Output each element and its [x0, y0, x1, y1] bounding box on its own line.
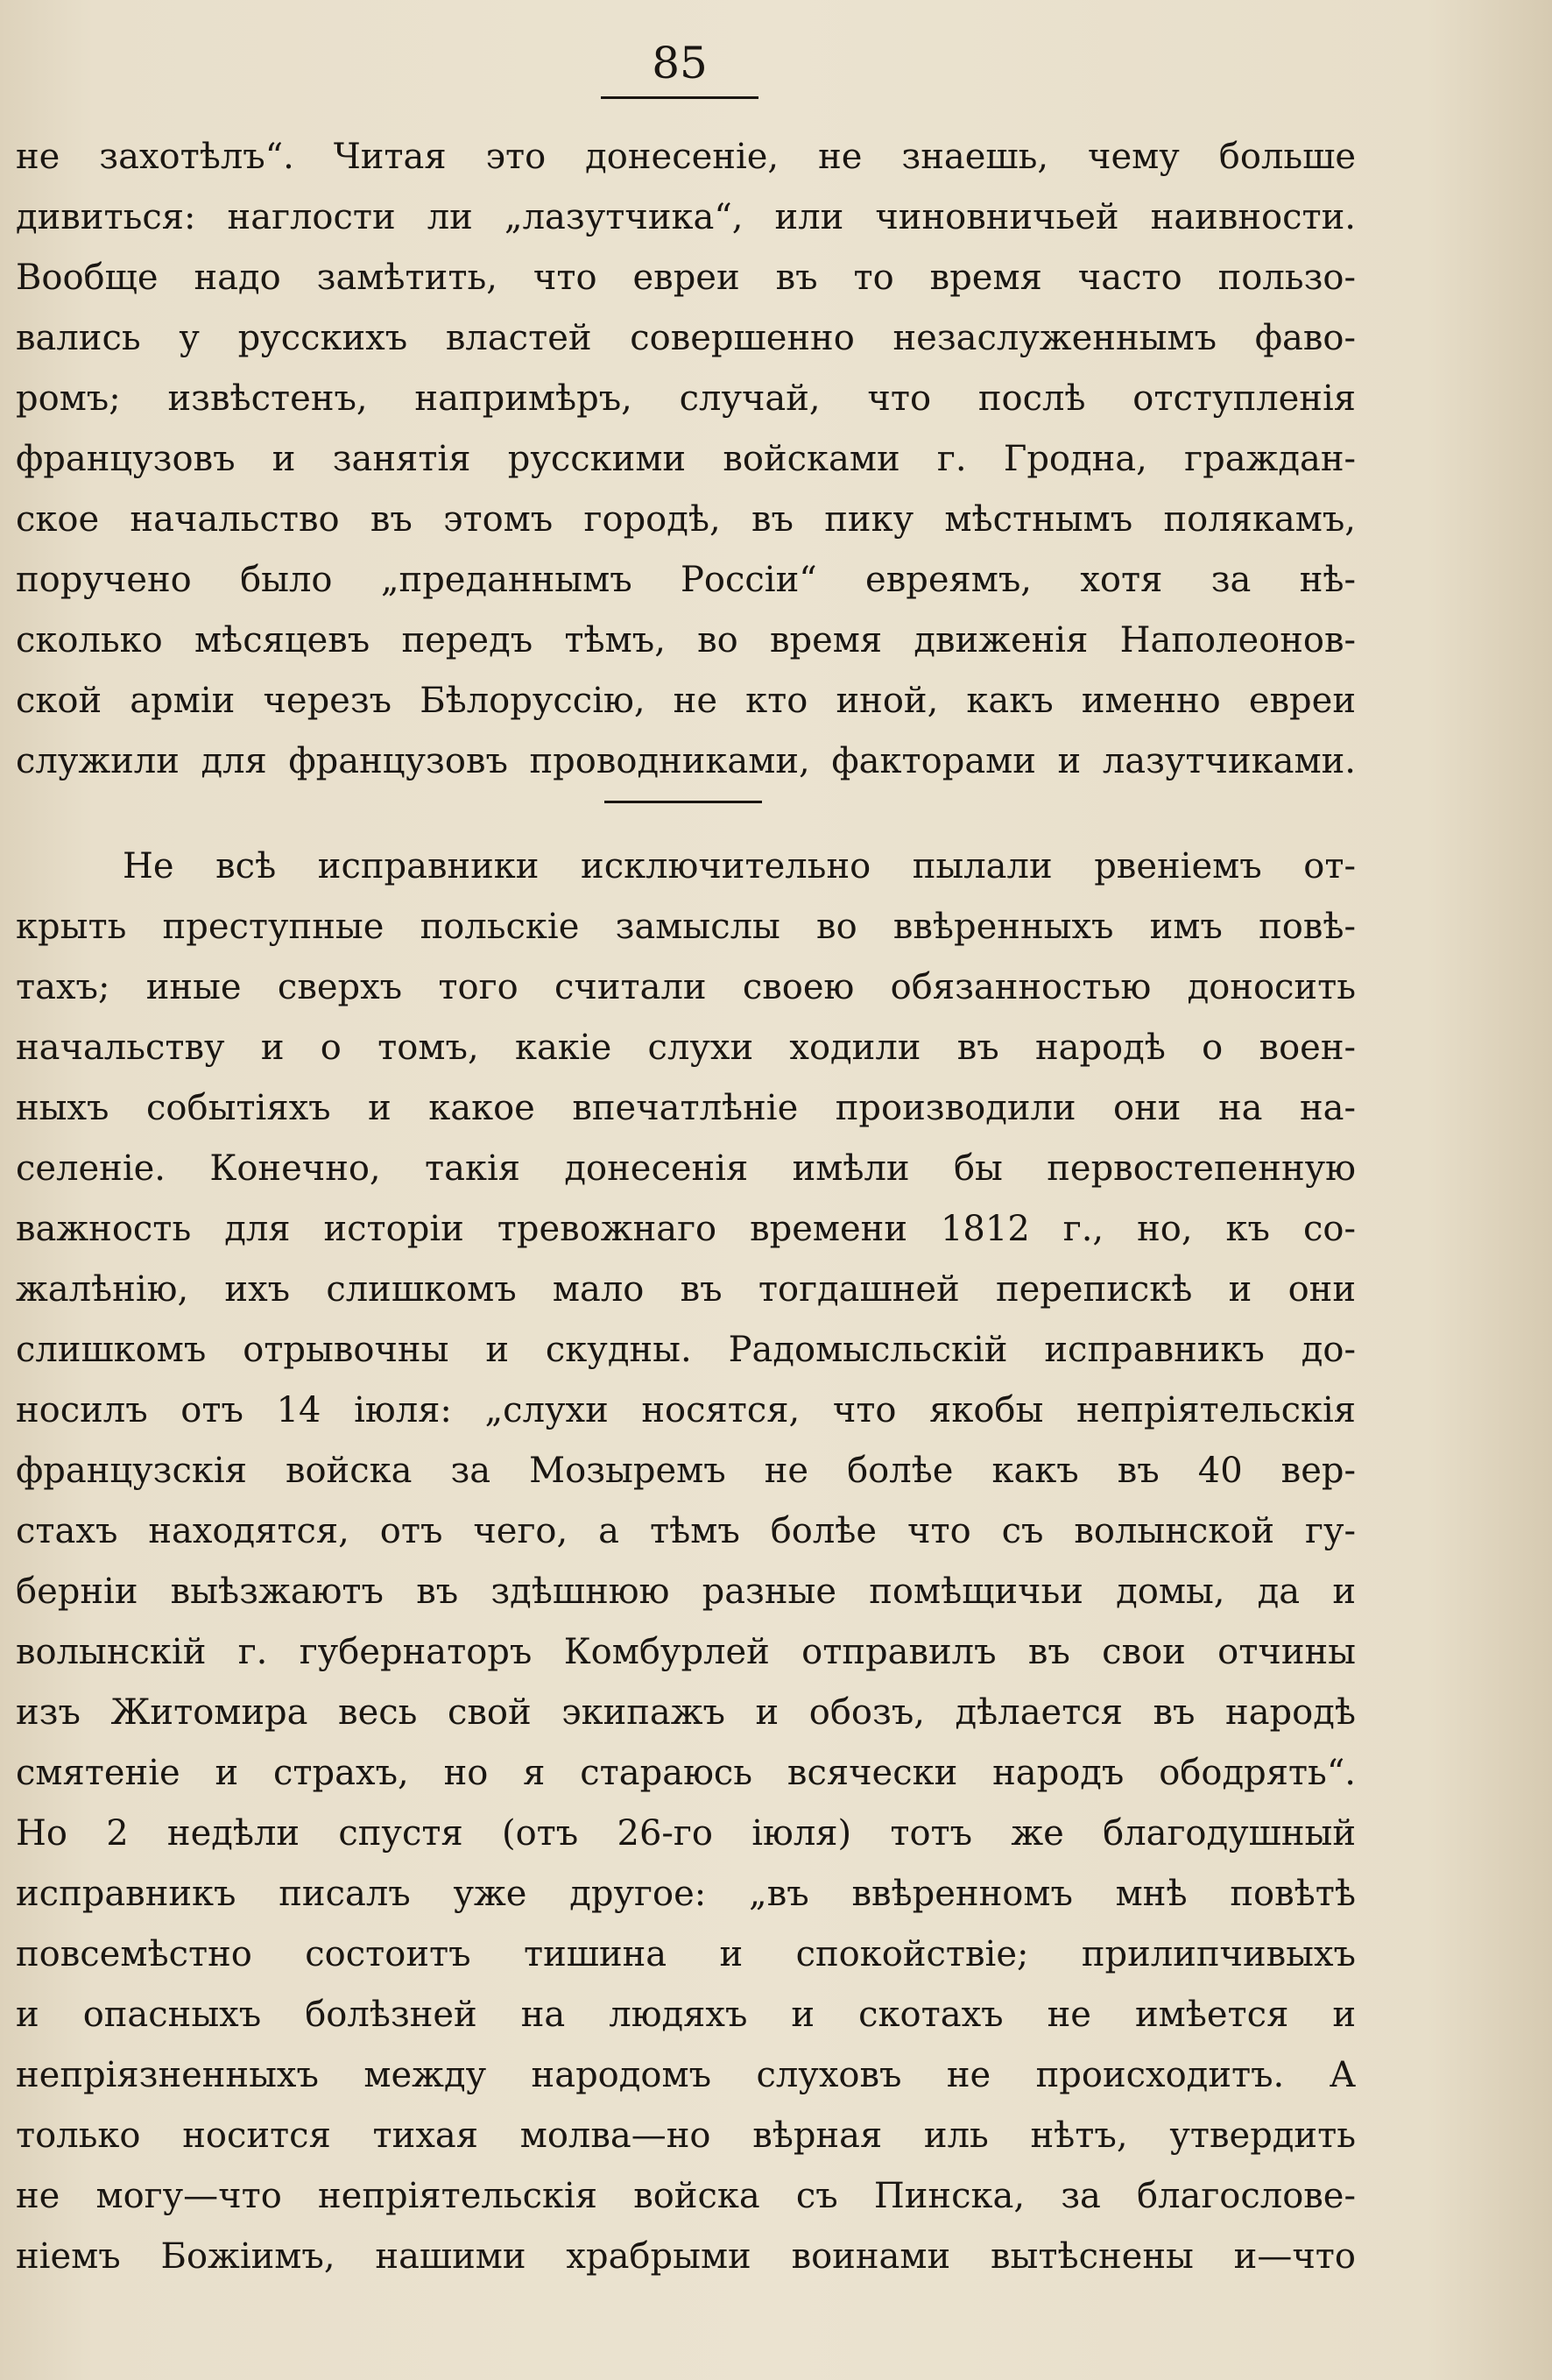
text-line: тахъ; иные сверхъ того считали своею обязанностью доносить [16, 967, 1356, 1007]
text-line: служили для французовъ проводниками, факторами и лазутчиками. [16, 741, 1356, 781]
text-line: и опасныхъ болѣзней на людяхъ и скотахъ не имѣется и [16, 1995, 1356, 2035]
text-line: не захотѣлъ“. Читая это донесеніе, не знаешь, чему больше [16, 137, 1356, 177]
page-number: 85 [652, 38, 708, 88]
text-line: стахъ находятся, отъ чего, а тѣмъ болѣе что съ волынской гу- [16, 1511, 1356, 1551]
text-line: повсемѣстно состоитъ тишина и спокойствіе; прилипчивыхъ [16, 1934, 1356, 1974]
text-line: смятеніе и страхъ, но я стараюсь всячески народъ ободрять“. [16, 1753, 1356, 1793]
text-line: важность для исторіи тревожнаго времени 1812 г., но, къ со- [16, 1209, 1356, 1249]
text-line: селеніе. Конечно, такія донесенія имѣли бы первостепенную [16, 1148, 1356, 1189]
text-line: жалѣнію, ихъ слишкомъ мало въ тогдашней перепискѣ и они [16, 1269, 1356, 1310]
text-line: только носится тихая молва—но вѣрная иль нѣтъ, утвердить [16, 2115, 1356, 2156]
text-line: начальству и о томъ, какіе слухи ходили въ народѣ о воен- [16, 1028, 1356, 1068]
text-line: поручено было „преданнымъ Россіи“ евреямъ, хотя за нѣ- [16, 560, 1356, 600]
text-line: ской арміи черезъ Бѣлоруссію, не кто иной, какъ именно евреи [16, 681, 1356, 721]
text-line: Не всѣ исправники исключительно пылали рвеніемъ от- [123, 846, 1356, 886]
text-line: сколько мѣсяцевъ передъ тѣмъ, во время движенія Наполеонов- [16, 620, 1356, 660]
text-line: ныхъ событіяхъ и какое впечатлѣніе производили они на на- [16, 1088, 1356, 1128]
text-line: Вообще надо замѣтить, что евреи въ то время часто пользо- [16, 258, 1356, 298]
text-line: вались у русскихъ властей совершенно незаслуженнымъ фаво- [16, 318, 1356, 358]
text-line: волынскій г. губернаторъ Комбурлей отправилъ въ свои отчины [16, 1632, 1356, 1672]
text-line: берніи выѣзжаютъ въ здѣшнюю разные помѣщичьи домы, да и [16, 1571, 1356, 1612]
text-line: слишкомъ отрывочны и скудны. Радомысльскій исправникъ до- [16, 1330, 1356, 1370]
text-line: не могу—что непріятельскія войска съ Пинска, за благослове- [16, 2176, 1356, 2216]
text-line: Но 2 недѣли спустя (отъ 26-го іюля) тотъ же благодушный [16, 1813, 1356, 1854]
text-line: французовъ и занятія русскими войсками г. Гродна, граждан- [16, 439, 1356, 479]
text-line: дивиться: наглости ли „лазутчика“, или чиновничьей наивности. [16, 197, 1356, 237]
text-line: ніемъ Божіимъ, нашими храбрыми воинами вытѣснены и—что [16, 2236, 1356, 2277]
page-number-rule [601, 96, 758, 99]
text-line: изъ Житомира весь свой экипажъ и обозъ, дѣлается въ народѣ [16, 1692, 1356, 1733]
text-line: исправникъ писалъ уже другое: „въ ввѣренномъ мнѣ повѣтѣ [16, 1874, 1356, 1914]
text-line: ское начальство въ этомъ городѣ, въ пику мѣстнымъ полякамъ, [16, 499, 1356, 540]
text-line: носилъ отъ 14 іюля: „слухи носятся, что якобы непріятельскія [16, 1390, 1356, 1430]
section-divider [604, 801, 762, 803]
text-line: непріязненныхъ между народомъ слуховъ не происходитъ. А [16, 2055, 1356, 2095]
text-line: крыть преступные польскіе замыслы во ввѣренныхъ имъ повѣ- [16, 907, 1356, 947]
text-line: ромъ; извѣстенъ, напримѣръ, случай, что послѣ отступленія [16, 378, 1356, 419]
text-line: французскія войска за Мозыремъ не болѣе какъ въ 40 вер- [16, 1451, 1356, 1491]
